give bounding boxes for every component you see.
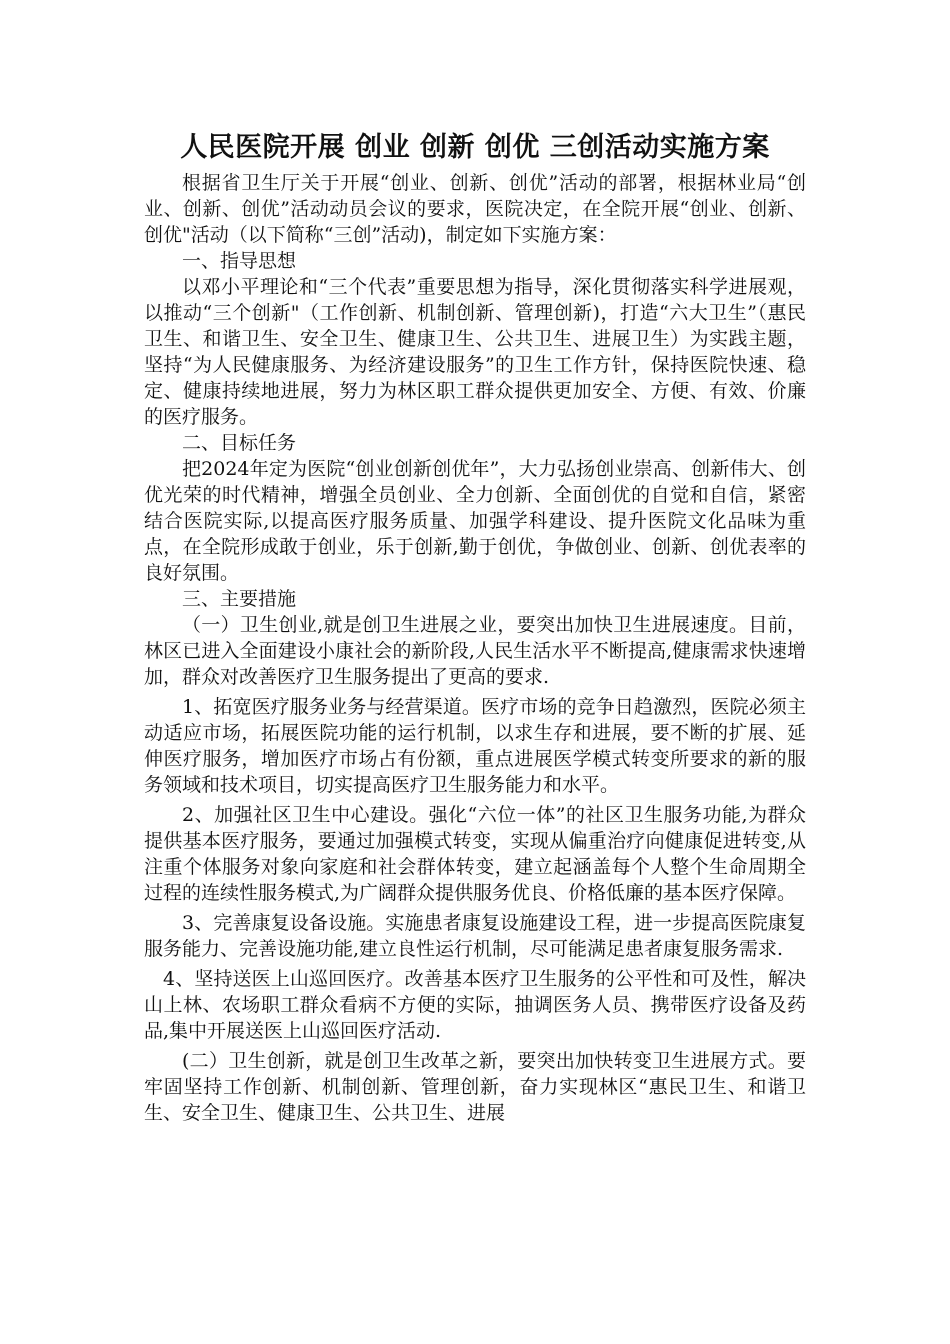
measure-item-4: 4、坚持送医上山巡回医疗。改善基本医疗卫生服务的公平性和可及性，解决山上林、农场职工群众看病不方便的实际，抽调医务人员、携带医疗设备及药品,集中开展送医上山巡回医疗活动. [144,968,806,1042]
document-title: 人民医院开展 创业 创新 创优 三创活动实施方案 [180,132,770,163]
intro-paragraph: 根据省卫生厅关于开展“创业、创新、创优”活动的部署，根据林业局“创业、创新、创优”活动动员会议的要求，医院决定，在全院开展“创业、创新、创优"活动（以下简称“三创”活动)，制定如下实施方案： [144,172,806,246]
subsection-entrepreneurship: （一）卫生创业,就是创卫生进展之业，要突出加快卫生进展速度。目前，林区已进入全面建设小康社会的新阶段,人民生活水平不断提高,健康需求快速增加，群众对改善医疗卫生服务提出了更高的要求. [144,614,806,688]
section-heading-goals: 二、目标任务 [182,432,297,454]
section-heading-guiding-ideology: 一、指导思想 [182,250,297,272]
section-body-goals: 把2024年定为医院“创业创新创优年”，大力弘扬创业崇高、创新伟大、创优光荣的时代精神，增强全员创业、全力创新、全面创优的自觉和自信，紧密结合医院实际,以提高医疗服务质量、加强学科建设、提升医院文化品味为重点，在全院形成敢于创业，乐于创新,勤于创优，争做创业、创新、创优表率的良好氛围。 [144,458,806,584]
subsection-innovation: (二）卫生创新，就是创卫生改革之新，要突出加快转变卫生进展方式。要牢固坚持工作创新、机制创新、管理创新，奋力实现林区“惠民卫生、和谐卫生、安全卫生、健康卫生、公共卫生、进展 [144,1050,806,1124]
measure-item-1: 1、拓宽医疗服务业务与经营渠道。医疗市场的竞争日趋激烈，医院必须主动适应市场，拓展医院功能的运行机制，以求生存和进展，要不断的扩展、延伸医疗服务，增加医疗市场占有份额，重点进展医学模式转变所要求的新的服务领域和技术项目，切实提高医疗卫生服务能力和水平。 [144,696,806,796]
section-heading-measures: 三、主要措施 [182,588,297,610]
measure-item-3: 3、完善康复设备设施。实施患者康复设施建设工程，进一步提高医院康复服务能力、完善设施功能,建立良性运行机制，尽可能满足患者康复服务需求. [144,912,806,960]
measure-item-2: 2、加强社区卫生中心建设。强化“六位一体”的社区卫生服务功能,为群众提供基本医疗服务，要通过加强模式转变，实现从偏重治疗向健康促进转变,从注重个体服务对象向家庭和社会群体转变，建立起涵盖每个人整个生命周期全过程的连续性服务模式,为广阔群众提供服务优良、价格低廉的基本医疗保障。 [144,804,806,904]
document-page [144,128,806,1126]
section-body-guiding-ideology: 以邓小平理论和“三个代表”重要思想为指导，深化贯彻落实科学进展观，以推动“三个创新"（工作创新、机制创新、管理创新)，打造“六大卫生”（惠民卫生、和谐卫生、安全卫生、健康卫生、公共卫生、进展卫生）为实践主题，坚持“为人民健康服务、为经济建设服务”的卫生工作方针，保持医院快速、稳定、健康持续地进展，努力为林区职工群众提供更加安全、方便、有效、价廉的医疗服务。 [144,276,806,428]
